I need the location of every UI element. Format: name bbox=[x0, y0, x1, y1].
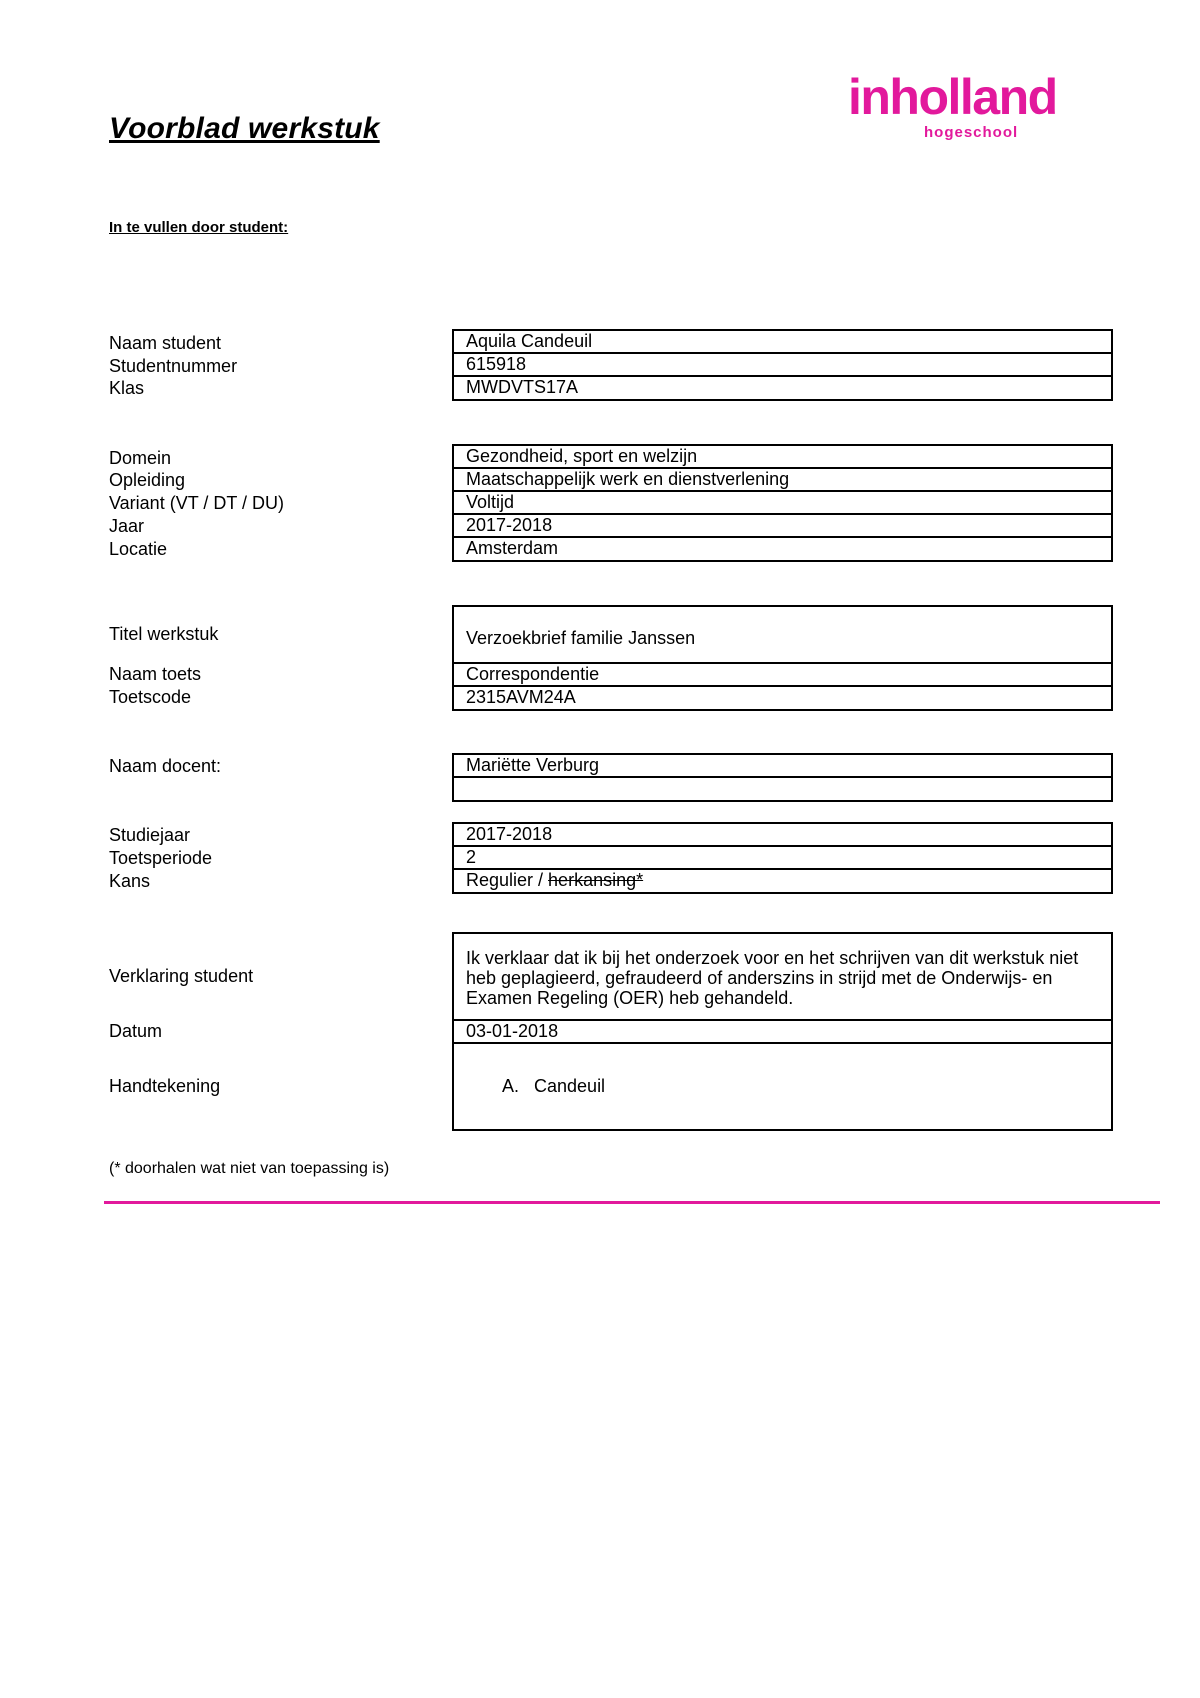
student-section-heading: In te vullen door student: bbox=[109, 219, 289, 236]
label-naam-toets: Naam toets bbox=[109, 664, 202, 684]
pink-divider bbox=[104, 1201, 1160, 1204]
field-jaar[interactable]: 2017-2018 bbox=[454, 515, 1111, 538]
period-info-box bbox=[452, 822, 1113, 894]
field-datum[interactable]: 03-01-2018 bbox=[454, 1021, 1111, 1044]
student-info-box bbox=[452, 329, 1113, 401]
field-verklaring bbox=[454, 934, 1111, 1021]
footnote: (* doorhalen wat niet van toepassing is) bbox=[109, 1160, 390, 1177]
verklaring-line-1: Ik verklaar dat ik bij het onderzoek voor en het schrijven van dit werkstuk niet bbox=[466, 948, 1079, 968]
field-studentnummer[interactable]: 615918 bbox=[454, 354, 1111, 377]
label-jaar: Jaar bbox=[109, 516, 145, 536]
label-toetsperiode: Toetsperiode bbox=[109, 848, 213, 868]
label-studentnummer: Studentnummer bbox=[109, 356, 238, 376]
label-kans: Kans bbox=[109, 871, 151, 891]
field-variant[interactable]: Voltijd bbox=[454, 492, 1111, 515]
inholland-logo bbox=[848, 69, 1080, 144]
field-handtekening[interactable]: A. Candeuil bbox=[502, 1076, 606, 1096]
logo-wordmark: inholland bbox=[848, 69, 1057, 125]
label-naam-student: Naam student bbox=[109, 333, 222, 353]
field-naam-docent-extra[interactable] bbox=[454, 778, 1111, 800]
verklaring-line-3: Examen Regeling (OER) heb gehandeld. bbox=[466, 988, 794, 1008]
teacher-info-box bbox=[452, 753, 1113, 802]
verklaring-line-2: heb geplagieerd, gefraudeerd of anderszins in strijd met de Onderwijs- en bbox=[466, 968, 1053, 988]
label-verklaring-student: Verklaring student bbox=[109, 966, 254, 986]
label-klas: Klas bbox=[109, 378, 145, 398]
field-naam-student[interactable]: Aquila Candeuil bbox=[454, 331, 1111, 354]
label-naam-docent: Naam docent: bbox=[109, 756, 222, 776]
kans-regulier: Regulier / bbox=[466, 870, 549, 890]
label-titel-werkstuk: Titel werkstuk bbox=[109, 624, 219, 644]
label-toetscode: Toetscode bbox=[109, 687, 192, 707]
field-naam-toets[interactable]: Correspondentie bbox=[454, 664, 1111, 687]
field-kans[interactable] bbox=[454, 870, 1111, 892]
document-title: Voorblad werkstuk bbox=[109, 112, 380, 145]
field-titel-werkstuk[interactable]: Verzoekbrief familie Janssen bbox=[454, 607, 1111, 664]
assignment-info-box bbox=[452, 605, 1113, 711]
field-domein[interactable]: Gezondheid, sport en welzijn bbox=[454, 446, 1111, 469]
field-opleiding[interactable]: Maatschappelijk werk en dienstverlening bbox=[454, 469, 1111, 492]
label-locatie: Locatie bbox=[109, 539, 168, 559]
label-handtekening: Handtekening bbox=[109, 1076, 221, 1096]
label-variant: Variant (VT / DT / DU) bbox=[109, 493, 285, 513]
field-toetsperiode[interactable]: 2 bbox=[454, 847, 1111, 870]
declaration-box bbox=[452, 932, 1113, 1131]
programme-info-box bbox=[452, 444, 1113, 562]
label-studiejaar: Studiejaar bbox=[109, 825, 191, 845]
label-opleiding: Opleiding bbox=[109, 470, 186, 490]
field-toetscode[interactable]: 2315AVM24A bbox=[466, 687, 576, 707]
field-naam-docent[interactable]: Mariëtte Verburg bbox=[454, 755, 1111, 778]
kans-herkansing-struck: herkansing* bbox=[548, 870, 644, 890]
label-domein: Domein bbox=[109, 448, 172, 468]
label-datum: Datum bbox=[109, 1021, 163, 1041]
logo-subtext: hogeschool bbox=[924, 124, 1019, 141]
field-studiejaar[interactable]: 2017-2018 bbox=[454, 824, 1111, 847]
field-klas[interactable]: MWDVTS17A bbox=[466, 377, 579, 397]
field-locatie[interactable]: Amsterdam bbox=[466, 538, 559, 558]
